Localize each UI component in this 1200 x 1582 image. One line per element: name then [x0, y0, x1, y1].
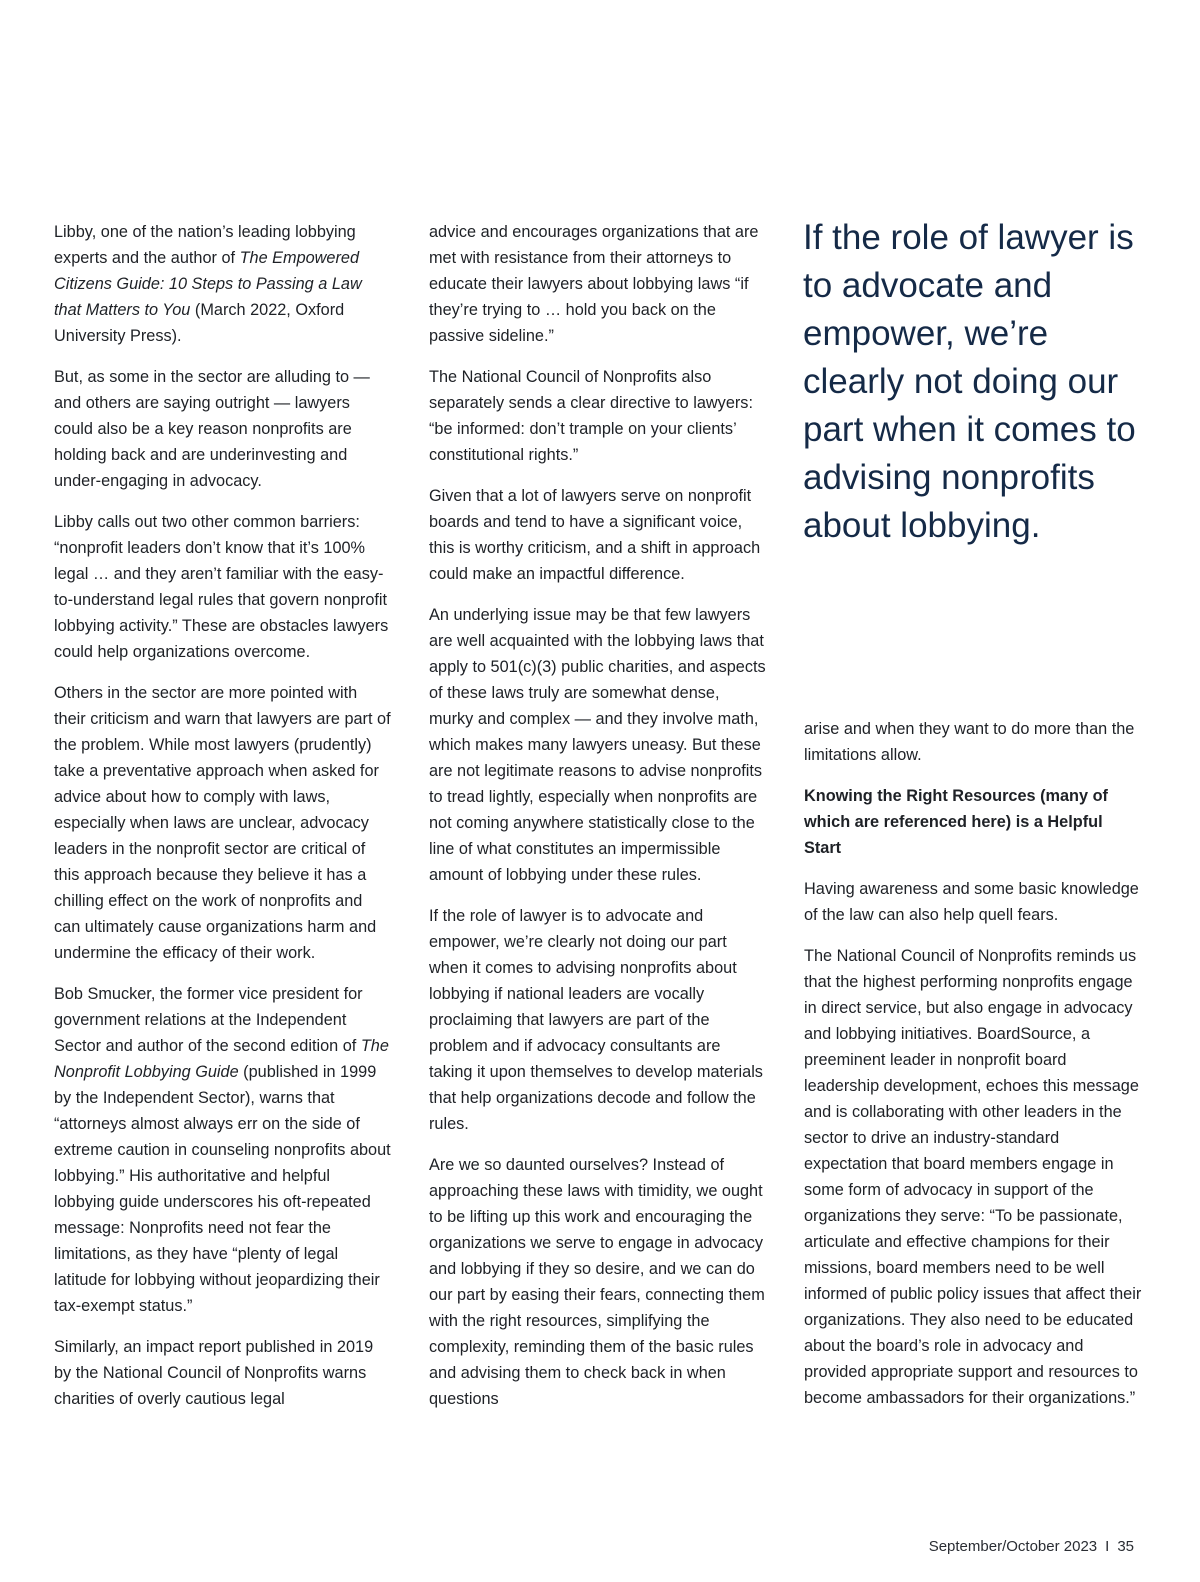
book-title: The Nonprofit Lobbying Guide [54, 1037, 389, 1081]
issue-date: September/October 2023 [928, 1538, 1098, 1555]
paragraph: Having awareness and some basic knowledge of the law can also help quell fears. [804, 880, 1139, 924]
page-footer [929, 1538, 1134, 1555]
article-column-1 [54, 219, 392, 1427]
paragraph: Given that a lot of lawyers serve on nonprofit boards and tend to have a significant voice, this is worthy criticism, and a shift in approach could make an impactful difference. [429, 487, 761, 583]
pull-quote: If the role of lawyer is to advocate and empower, we’re clearly not doing our part when it comes to advising nonprofits about lobbying. [803, 218, 1136, 545]
paragraph: Similarly, an impact report published in 2019 by the National Council of Nonprofits warns charities of overly cautious legal [54, 1338, 374, 1408]
article-column-2 [429, 219, 767, 1427]
paragraph: Bob Smucker, the former vice president for government relations at the Independent Sector and author of the second edition of The Nonprofit Lobbying Guide (published in 1999 by the Independent Sector), warns that “attorneys almost always err on the side of extreme caution in counseling nonprofits about lobbying.” His authoritative and helpful lobbying guide underscores his oft-repeated message: Nonprofits need not fear the limitations, as they have “plenty of legal latitude for lobbying without jeopardizing their tax-exempt status.” [54, 985, 391, 1315]
paragraph: advice and encourages organizations that are met with resistance from their attorneys to educate their lawyers about lobbying laws “if they’re trying to … hold you back on the passive sideline.” [429, 223, 759, 345]
paragraph: The National Council of Nonprofits also separately sends a clear directive to lawyers: “be informed: don’t trample on your clients’ constitutional rights.” [429, 368, 753, 464]
section-subhead: Knowing the Right Resources (many of which are referenced here) is a Helpful Start [804, 787, 1108, 857]
paragraph: But, as some in the sector are alluding to — and others are saying outright — lawyers could also be a key reason nonprofits are holding back and are underinvesting and under-engaging in advocacy. [54, 368, 370, 490]
paragraph: Libby calls out two other common barriers: “nonprofit leaders don’t know that it’s 100% legal … and they aren’t familiar with the easy-to-understand legal rules that govern nonprofit lobbying activity.” These are obstacles lawyers could help organizations overcome. [54, 513, 389, 661]
page-number: 35 [1117, 1538, 1134, 1555]
paragraph: Libby, one of the nation’s leading lobbying experts and the author of The Empowered Citizens Guide: 10 Steps to Passing a Law that Matters to You (March 2022, Oxford University Press). [54, 223, 362, 345]
paragraph: Are we so daunted ourselves? Instead of approaching these laws with timidity, we ought to be lifting up this work and encouraging the organizations we serve to engage in advocacy and lobbying if they so desire, and we can do our part by easing their fears, connecting them with the right resources, simplifying the complexity, reminding them of the basic rules and advising them to check back in when questions [429, 1156, 765, 1408]
paragraph: If the role of lawyer is to advocate and empower, we’re clearly not doing our part when it comes to advising nonprofits about lobbying if national leaders are vocally proclaiming that lawyers are part of the problem and if advocacy consultants are taking it upon themselves to develop materials that help organizations decode and follow the rules. [429, 907, 763, 1133]
book-title: The Empowered Citizens Guide: 10 Steps to Passing a Law that Matters to You [54, 249, 362, 319]
footer-separator: I [1105, 1538, 1110, 1555]
paragraph: The National Council of Nonprofits reminds us that the highest performing nonprofits engage in direct service, but also engage in advocacy and lobbying initiatives. BoardSource, a preeminent leader in nonprofit board leadership development, echoes this message and is collaborating with other leaders in the sector to drive an industry-standard expectation that board members engage in some form of advocacy in support of the organizations they serve: “To be passionate, articulate and effective champions for their missions, board members need to be well informed of public policy issues that affect their organizations. They also need to be educated about the board’s role in advocacy and provided appropriate support and resources to become ambassadors for their organizations.” [804, 947, 1142, 1407]
article-column-3 [804, 716, 1144, 1426]
paragraph: arise and when they want to do more than the limitations allow. [804, 720, 1135, 764]
paragraph: Others in the sector are more pointed with their criticism and warn that lawyers are part of the problem. While most lawyers (prudently) take a preventative approach when asked for advice about how to comply with laws, especially when laws are unclear, advocacy leaders in the nonprofit sector are critical of this approach because they believe it has a chilling effect on the work of nonprofits and can ultimately cause organizations harm and undermine the efficacy of their work. [54, 684, 391, 962]
paragraph: An underlying issue may be that few lawyers are well acquainted with the lobbying laws that apply to 501(c)(3) public charities, and aspects of these laws truly are somewhat dense, murky and complex — and they involve math, which makes many lawyers uneasy. But these are not legitimate reasons to advise nonprofits to tread lightly, especially when nonprofits are not coming anywhere statistically close to the line of what constitutes an impermissible amount of lobbying under these rules. [429, 606, 766, 884]
